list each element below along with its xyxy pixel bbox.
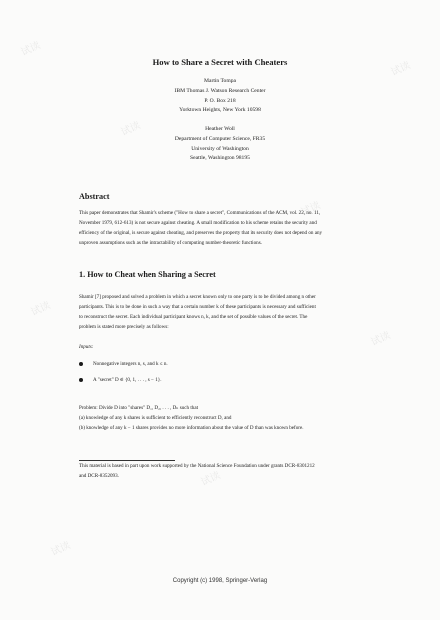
paper-title: How to Share a Secret with Cheaters (152, 57, 288, 67)
author-block-2 (0, 125, 440, 164)
section-paragraph (79, 292, 373, 332)
watermark: 试读 (299, 200, 323, 219)
text-line: (a) knowledge of any k shares is sufficient to efficiently reconstruct D, and (79, 415, 232, 421)
text-line: unproven assumptions such as the intractability of computing number-theoretic functions. (79, 240, 262, 246)
watermark: 试读 (49, 540, 73, 559)
author-address-line: P. O. Box 218 (204, 97, 236, 104)
bullet-icon (79, 378, 83, 382)
bullet-text: A "secret" D ∈ {0, 1, . . . , s − 1}. (93, 377, 162, 383)
bullet-item (79, 361, 168, 367)
author-affiliation: IBM Thomas J. Watson Research Center (174, 87, 266, 94)
watermark: 试读 (19, 40, 43, 59)
text-line: problem is stated more precisely as follows: (79, 324, 169, 330)
watermark: 试读 (389, 60, 413, 79)
text-line: and DCR-8352093. (79, 473, 119, 479)
watermark: 试读 (29, 300, 53, 319)
abstract-heading: Abstract (79, 192, 110, 201)
text-line: participants. This is to be done in such a way that a certain number k of these participants is necessary and sufficient (79, 304, 316, 310)
text-line: (b) knowledge of any k − 1 shares provides no more information about the value of D than was known before. (79, 425, 304, 431)
watermark: 试读 (369, 330, 393, 349)
inputs-label: Inputs: (79, 344, 94, 350)
text-line: efficiency of the original, is secure against cheating, and preserves the property that its security does not depend on any (79, 230, 323, 236)
author-block-1 (0, 77, 440, 116)
author-name: Heather Woll (205, 126, 235, 132)
author-name: Martin Tompa (204, 78, 236, 84)
text-line: November 1979, 612-613) is not secure against cheating. A small modification to his scheme retains the security and (79, 220, 317, 226)
copyright-notice: Copyright (c) 1998, Springer-Verlag (172, 578, 268, 584)
bullet-icon (79, 362, 83, 366)
text-line: to reconstruct the secret. Each individual participant knows n, k, and the set of possible values of the secret. The (79, 314, 308, 320)
text-line: This material is based in part upon work supported by the National Science Foundation under grants DCR-8301212 (79, 463, 315, 469)
author-affiliation: Department of Computer Science, FR35 (174, 135, 266, 142)
author-address-line: Yorktown Heights, New York 10598 (179, 107, 261, 114)
watermark: 试读 (199, 470, 223, 489)
bullet-text: Nonnegative integers n, s, and k ≤ n. (93, 361, 168, 367)
bullet-item (79, 377, 161, 383)
text-line: Shamir [7] proposed and solved a problem in which a secret known only to one party is to be divided among n other (79, 294, 316, 300)
text-line: Problem: Divide D into "shares" D₁, D₂, . . . , Dₙ such that (79, 405, 198, 411)
footnote (79, 461, 373, 481)
abstract-paragraph (79, 208, 373, 248)
problem-block (79, 403, 373, 433)
author-address-line: Seattle, Washington 98195 (190, 155, 250, 162)
section-heading: 1. How to Cheat when Sharing a Secret (79, 270, 216, 279)
text-line: This paper demonstrates that Shamir's scheme ("How to share a secret", Communications of the ACM, vol. 22, no. 11, (79, 210, 321, 216)
watermark: 试读 (119, 120, 143, 139)
author-address-line: University of Washington (191, 145, 249, 152)
